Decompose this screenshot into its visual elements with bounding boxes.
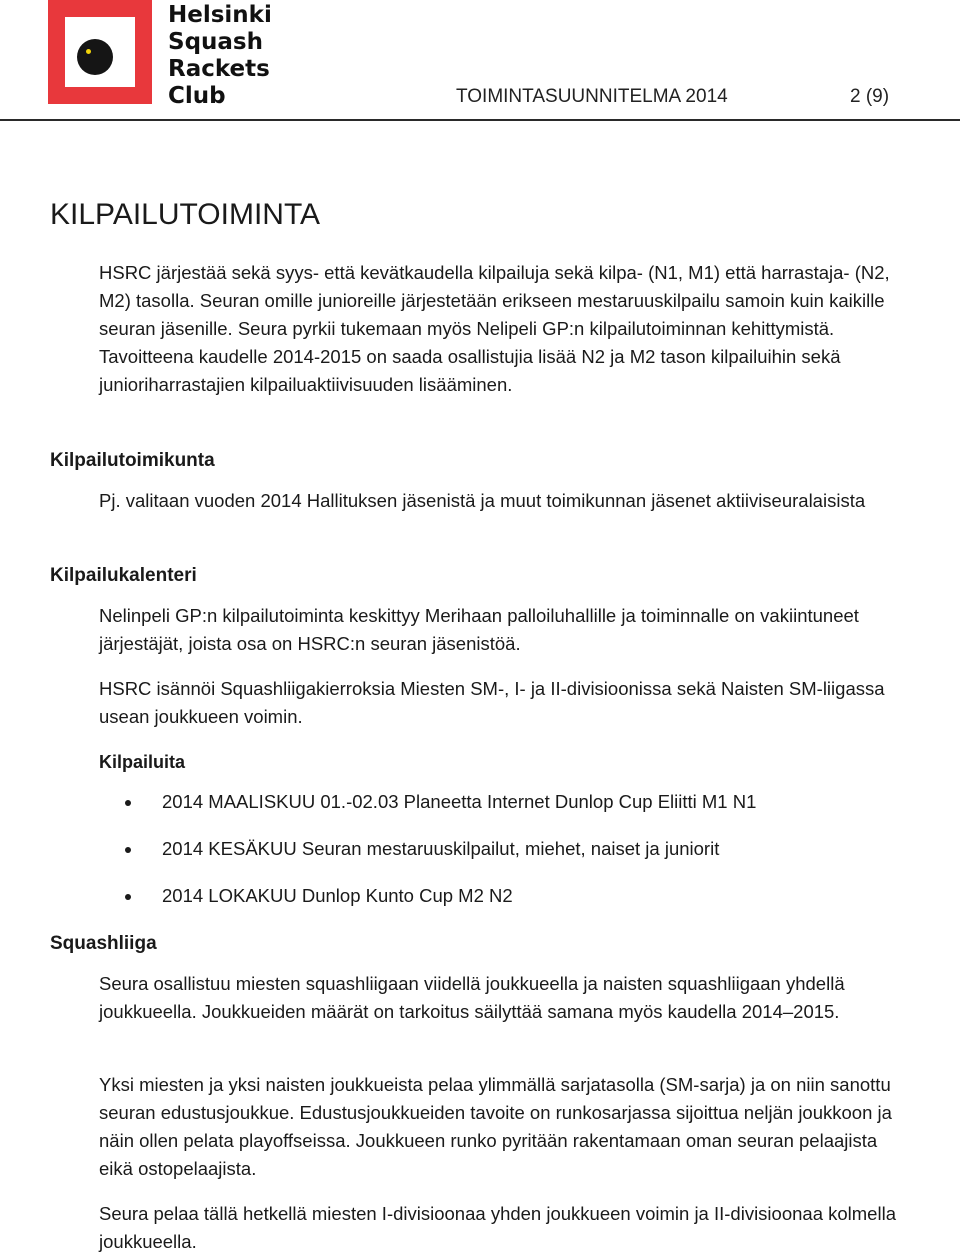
list-item xyxy=(125,882,905,929)
event-text: 2014 KESÄKUU Seuran mestaruuskilpailut, miehet, naiset ja juniorit xyxy=(162,838,720,859)
club-name-line: Rackets xyxy=(168,56,270,82)
events-heading: Kilpailuita xyxy=(99,752,186,772)
list-item xyxy=(125,835,905,882)
list-item xyxy=(125,788,905,835)
calendar-paragraph-2: HSRC isännöi Squashliigakierroksia Miesten SM-, I- ja II-divisioonissa sekä Naisten SM-liigassa usean joukkueen voimin. xyxy=(99,678,885,727)
calendar-paragraph-1: Nelinpeli GP:n kilpailutoiminta keskittyy Merihaan palloiluhallille ja toiminnalle on vakiintuneet järjestäjät, joista osa on HSRC:n seuran jäsenistöä. xyxy=(99,605,859,654)
events-list xyxy=(125,788,905,929)
intro-paragraph: HSRC järjestää sekä syys- että kevätkaudella kilpailuja sekä kilpa- (N1, M1) että harrastaja- (N2, M2) tasolla. Seuran omille junioreille järjestetään erikseen mestaruuskilpailu samoin kuin kaikille seuran jäsenille. Seura pyrkii tukemaan myös Nelipeli GP:n kilpailutoiminnan kehittymistä. Tavoitteena kaudelle 2014-2015 on saada osallistujia lisää N2 ja M2 tason kilpailuihin sekä junioriharrastajien kilpailuaktiivisuuden lisääminen. xyxy=(99,262,890,395)
club-name-line: Squash xyxy=(168,29,263,55)
club-logo xyxy=(48,0,152,104)
league-paragraph-3: Seura pelaa tällä hetkellä miesten I-divisioonaa yhden joukkueen voimin ja II-divisioonaa kolmella joukkueella. xyxy=(99,1203,896,1252)
club-name xyxy=(168,2,328,110)
header-divider xyxy=(0,119,960,121)
ball-dot-icon xyxy=(86,49,91,54)
committee-heading: Kilpailutoimikunta xyxy=(50,450,215,471)
league-paragraph-1: Seura osallistuu miesten squashliigaan viidellä joukkueella ja naisten squashliigaan yhdellä joukkueella. Joukkueiden määrät on tarkoitus säilyttää samana myös kaudella 2014–2015. xyxy=(99,973,845,1022)
logo-inner-square xyxy=(65,17,135,87)
club-name-line: Club xyxy=(168,83,226,109)
league-paragraph-2: Yksi miesten ja yksi naisten joukkueista pelaa ylimmällä sarjatasolla (SM-sarja) ja on niin sanottu seuran edustusjoukkue. Edustusjoukkueiden tavoite on runkosarjassa sijoittua neljän joukkoon ja näin ollen pelata playoffseissa. Joukkueen runko pyritään rakentamaan oman seuran pelaajista eikä ostopelaajista. xyxy=(99,1074,892,1179)
event-text: 2014 MAALISKUU 01.-02.03 Planeetta Internet Dunlop Cup Eliitti M1 N1 xyxy=(162,791,757,812)
section-title: KILPAILUTOIMINTA xyxy=(50,198,321,231)
bullet-icon xyxy=(125,800,131,806)
page-number: 2 (9) xyxy=(850,86,890,107)
calendar-heading: Kilpailukalenteri xyxy=(50,565,197,586)
club-name-line: Helsinki xyxy=(168,2,272,28)
bullet-icon xyxy=(125,894,131,900)
committee-text: Pj. valitaan vuoden 2014 Hallituksen jäsenistä ja muut toimikunnan jäsenet aktiiviseuralaisista xyxy=(99,490,866,511)
bullet-icon xyxy=(125,847,131,853)
squash-ball-icon xyxy=(77,39,113,75)
event-text: 2014 LOKAKUU Dunlop Kunto Cup M2 N2 xyxy=(162,885,513,906)
document-title: TOIMINTASUUNNITELMA 2014 xyxy=(456,86,728,107)
league-heading: Squashliiga xyxy=(50,933,157,954)
